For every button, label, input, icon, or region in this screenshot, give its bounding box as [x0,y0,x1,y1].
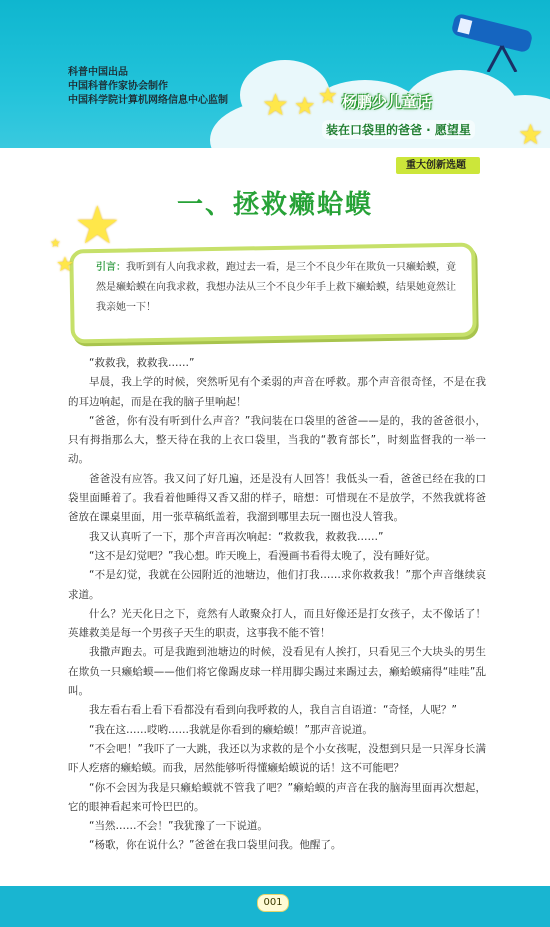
star-icon: ★ [56,252,74,276]
page-number: 001 [257,894,289,912]
paragraph: 我左看右看上看下看都没有看到向我呼救的人，我自言自语道：“奇怪，人呢？” [89,704,457,717]
star-icon: ★ [518,118,544,148]
series-title: 杨鹏少儿童话 [342,93,433,111]
publisher-line: 科普中国出品 [68,67,128,78]
paragraph: 什么？光天化日之下，竟然有人敢聚众打人，而且好像还是打女孩子，太不像话了！英雄救美是每一个男孩子天生的职责，这事我不能不管！ [68,607,486,640]
series-subtitle: 装在口袋里的爸爸 · 愿望星 [322,120,475,139]
star-icon: ★ [318,84,338,109]
publisher-info [68,66,228,108]
telescope-icon [444,12,544,72]
paragraph: “你不会因为我是只癞蛤蟆就不管我了吧？”癞蛤蟆的声音在我的脑海里面再次想起，它的眼神看起来可怜巴巴的。 [68,781,486,813]
innovation-tag: 重大创新选题 [396,157,480,174]
paragraph: “救救我，救救我……” [89,357,195,369]
star-icon: ★ [294,92,316,120]
star-icon: ★ [74,196,121,256]
star-icon: ★ [50,236,61,250]
intro-body: 我听到有人向我求救，跑过去一看，是三个不良少年在欺负一只癞蛤蟆，竟然是癞蛤蟆在向我求救，我想办法从三个不良少年手上救下癞蛤蟆，结果她竟然让我亲她一下！ [96,262,456,313]
paragraph: “杨歌，你在说什么？”爸爸在我口袋里问我。他醒了。 [89,839,342,852]
story-body [68,354,486,856]
intro-text [96,258,462,318]
star-icon: ★ [262,88,289,123]
page-header-banner [0,0,550,148]
publisher-line: 中国科学院计算机网络信息中心监制 [68,95,228,106]
chapter-title: 一、拯救癞蛤蟆 [176,190,373,220]
paragraph: “不是幻觉，我就在公园附近的池塘边，他们打我……求你救救我！”那个声音继续哀求道。 [68,569,486,601]
intro-label: 引言： [96,262,126,273]
paragraph: 爸爸没有应答。我又问了好几遍，还是没有人回答！我低头一看，爸爸已经在我的口袋里面睡着了。我看着他睡得又香又甜的样子，暗想：可惜现在不是放学，不然我就将爸爸放在课桌里面，用一张草稿纸盖着，我溜到哪里去玩一圈也没人管我。 [68,472,486,524]
paragraph: “当然……不会！”我犹豫了一下说道。 [89,820,268,833]
paragraph: 我撒声跑去。可是我跑到池塘边的时候，没看见有人挨打，只看见三个大块头的男生在欺负一只癞蛤蟆——他们将它像踢皮球一样用脚尖踢过来踢过去，癞蛤蟆痛得“哇哇”乱叫。 [68,646,486,698]
paragraph: 早晨，我上学的时候，突然听见有个柔弱的声音在呼救。那个声音很奇怪，不是在我的耳边响起，而是在我的脑子里响起！ [68,376,486,408]
paragraph: 我又认真听了一下，那个声音再次响起：“救救我，救救我……” [89,530,384,543]
paragraph: “不会吧！”我吓了一大跳，我还以为求救的是个小女孩呢，没想到只是一只浑身长满吓人疙瘩的癞蛤蟆。而我，居然能够听得懂癞蛤蟆说的话！这不可能吧？ [68,742,486,775]
paragraph: “这不是幻觉吧？”我心想。昨天晚上，看漫画书看得太晚了，没有睡好觉。 [89,549,436,562]
publisher-line: 中国科普作家协会制作 [68,81,168,92]
paragraph: “爸爸，你有没有听到什么声音？”我问装在口袋里的爸爸——是的，我的爸爸很小，只有拇指那么大，整天待在我的上衣口袋里，当我的“教育部长”，时刻监督我的一举一动。 [68,414,486,466]
paragraph: “我在这……哎哟……我就是你看到的癞蛤蟆！”那声音说道。 [89,723,373,736]
